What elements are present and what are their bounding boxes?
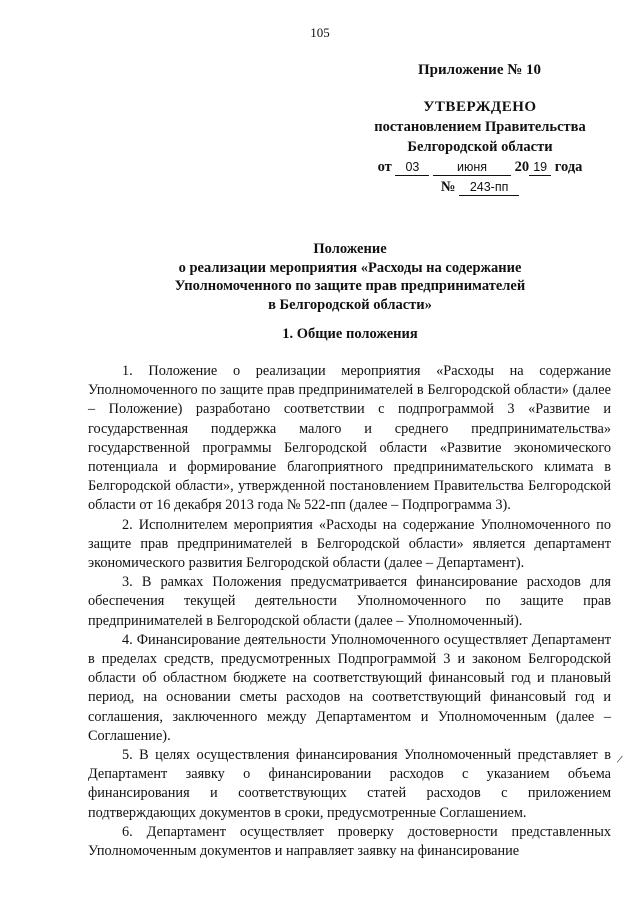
page-number: 105 bbox=[310, 25, 330, 40]
paragraph-6: 6. Департамент осуществляет проверку достоверности представленных Уполномоченным документов и направляет заявку на финансирование bbox=[88, 823, 611, 860]
approval-number bbox=[330, 177, 630, 197]
approval-line-1: постановлением Правительства bbox=[374, 119, 586, 135]
section-heading: 1. Общие положения bbox=[282, 326, 418, 342]
number-prefix: № bbox=[440, 179, 456, 195]
scan-mark: / bbox=[615, 751, 624, 767]
approval-block bbox=[330, 97, 630, 197]
paragraph-1: 1. Положение о реализации мероприятия «Расходы на содержание Уполномоченного по защите прав предпринимателей в Белгородской области» (далее – Положение) разработано соответствии с подпрограммой 3 «Развитие и государственная поддержка малого и среднего предпринимательства» государственной программы Белгородской области «Развитие экономического потенциала и формирование благоприятного предпринимательского климата в Белгородской области», утвержденной постановлением Правительства Белгородской области от 16 декабря 2013 года № 522-пп (далее – Подпрограмма 3). bbox=[88, 363, 611, 514]
title-line-1: Положение bbox=[313, 241, 387, 257]
date-year-prefix: 20 bbox=[514, 159, 530, 175]
date-suffix: года bbox=[554, 159, 583, 175]
date-prefix: от bbox=[377, 159, 392, 175]
number-value: 243-пп bbox=[459, 180, 519, 196]
title-line-4: в Белгородской области» bbox=[268, 296, 432, 313]
paragraph-5: 5. В целях осуществления финансирования Уполномоченный представляет в Департамент заявку о финансировании расходов с указанием объема финансирования и соответствующих статей расходов с приложением подтверждающих документов в сроки, предусмотренные Соглашением. bbox=[88, 747, 611, 821]
approved-heading: УТВЕРЖДЕНО bbox=[423, 99, 537, 115]
title-line-3: Уполномоченного по защите прав предпринимателей bbox=[174, 278, 526, 294]
approval-line-2: Белгородской области bbox=[407, 139, 553, 155]
paragraph-2: 2. Исполнителем мероприятия «Расходы на содержание Уполномоченного по защите прав предпринимателей в Белгородской области» является департамент экономического развития Белгородской области (далее – Департамент). bbox=[88, 516, 611, 572]
date-month: июня bbox=[433, 160, 511, 176]
date-day: 03 bbox=[395, 160, 429, 176]
paragraph-3: 3. В рамках Положения предусматривается финансирование расходов для обеспечения текущей деятельности Уполномоченного по защите прав предпринимателей в Белгородской области (далее – Уполномоченный). bbox=[88, 574, 611, 629]
appendix-label: Приложение № 10 bbox=[418, 62, 542, 78]
document-body bbox=[88, 362, 611, 861]
date-year-suffix: 19 bbox=[529, 160, 551, 176]
approval-date bbox=[330, 157, 630, 177]
paragraph-4: 4. Финансирование деятельности Уполномоченного осуществляет Департамент в пределах средств, предусмотренных Подпрограммой 3 и законом Белгородской области об областном бюджете на соответствующий финансовый год и плановый период, на основании сметы расходов на соответствующий финансовый год и соглашения, заключенного между Департаментом и Уполномоченным (далее – Соглашение). bbox=[88, 631, 611, 744]
title-line-2: о реализации мероприятия «Расходы на содержание bbox=[178, 259, 522, 276]
document-title bbox=[90, 240, 610, 314]
